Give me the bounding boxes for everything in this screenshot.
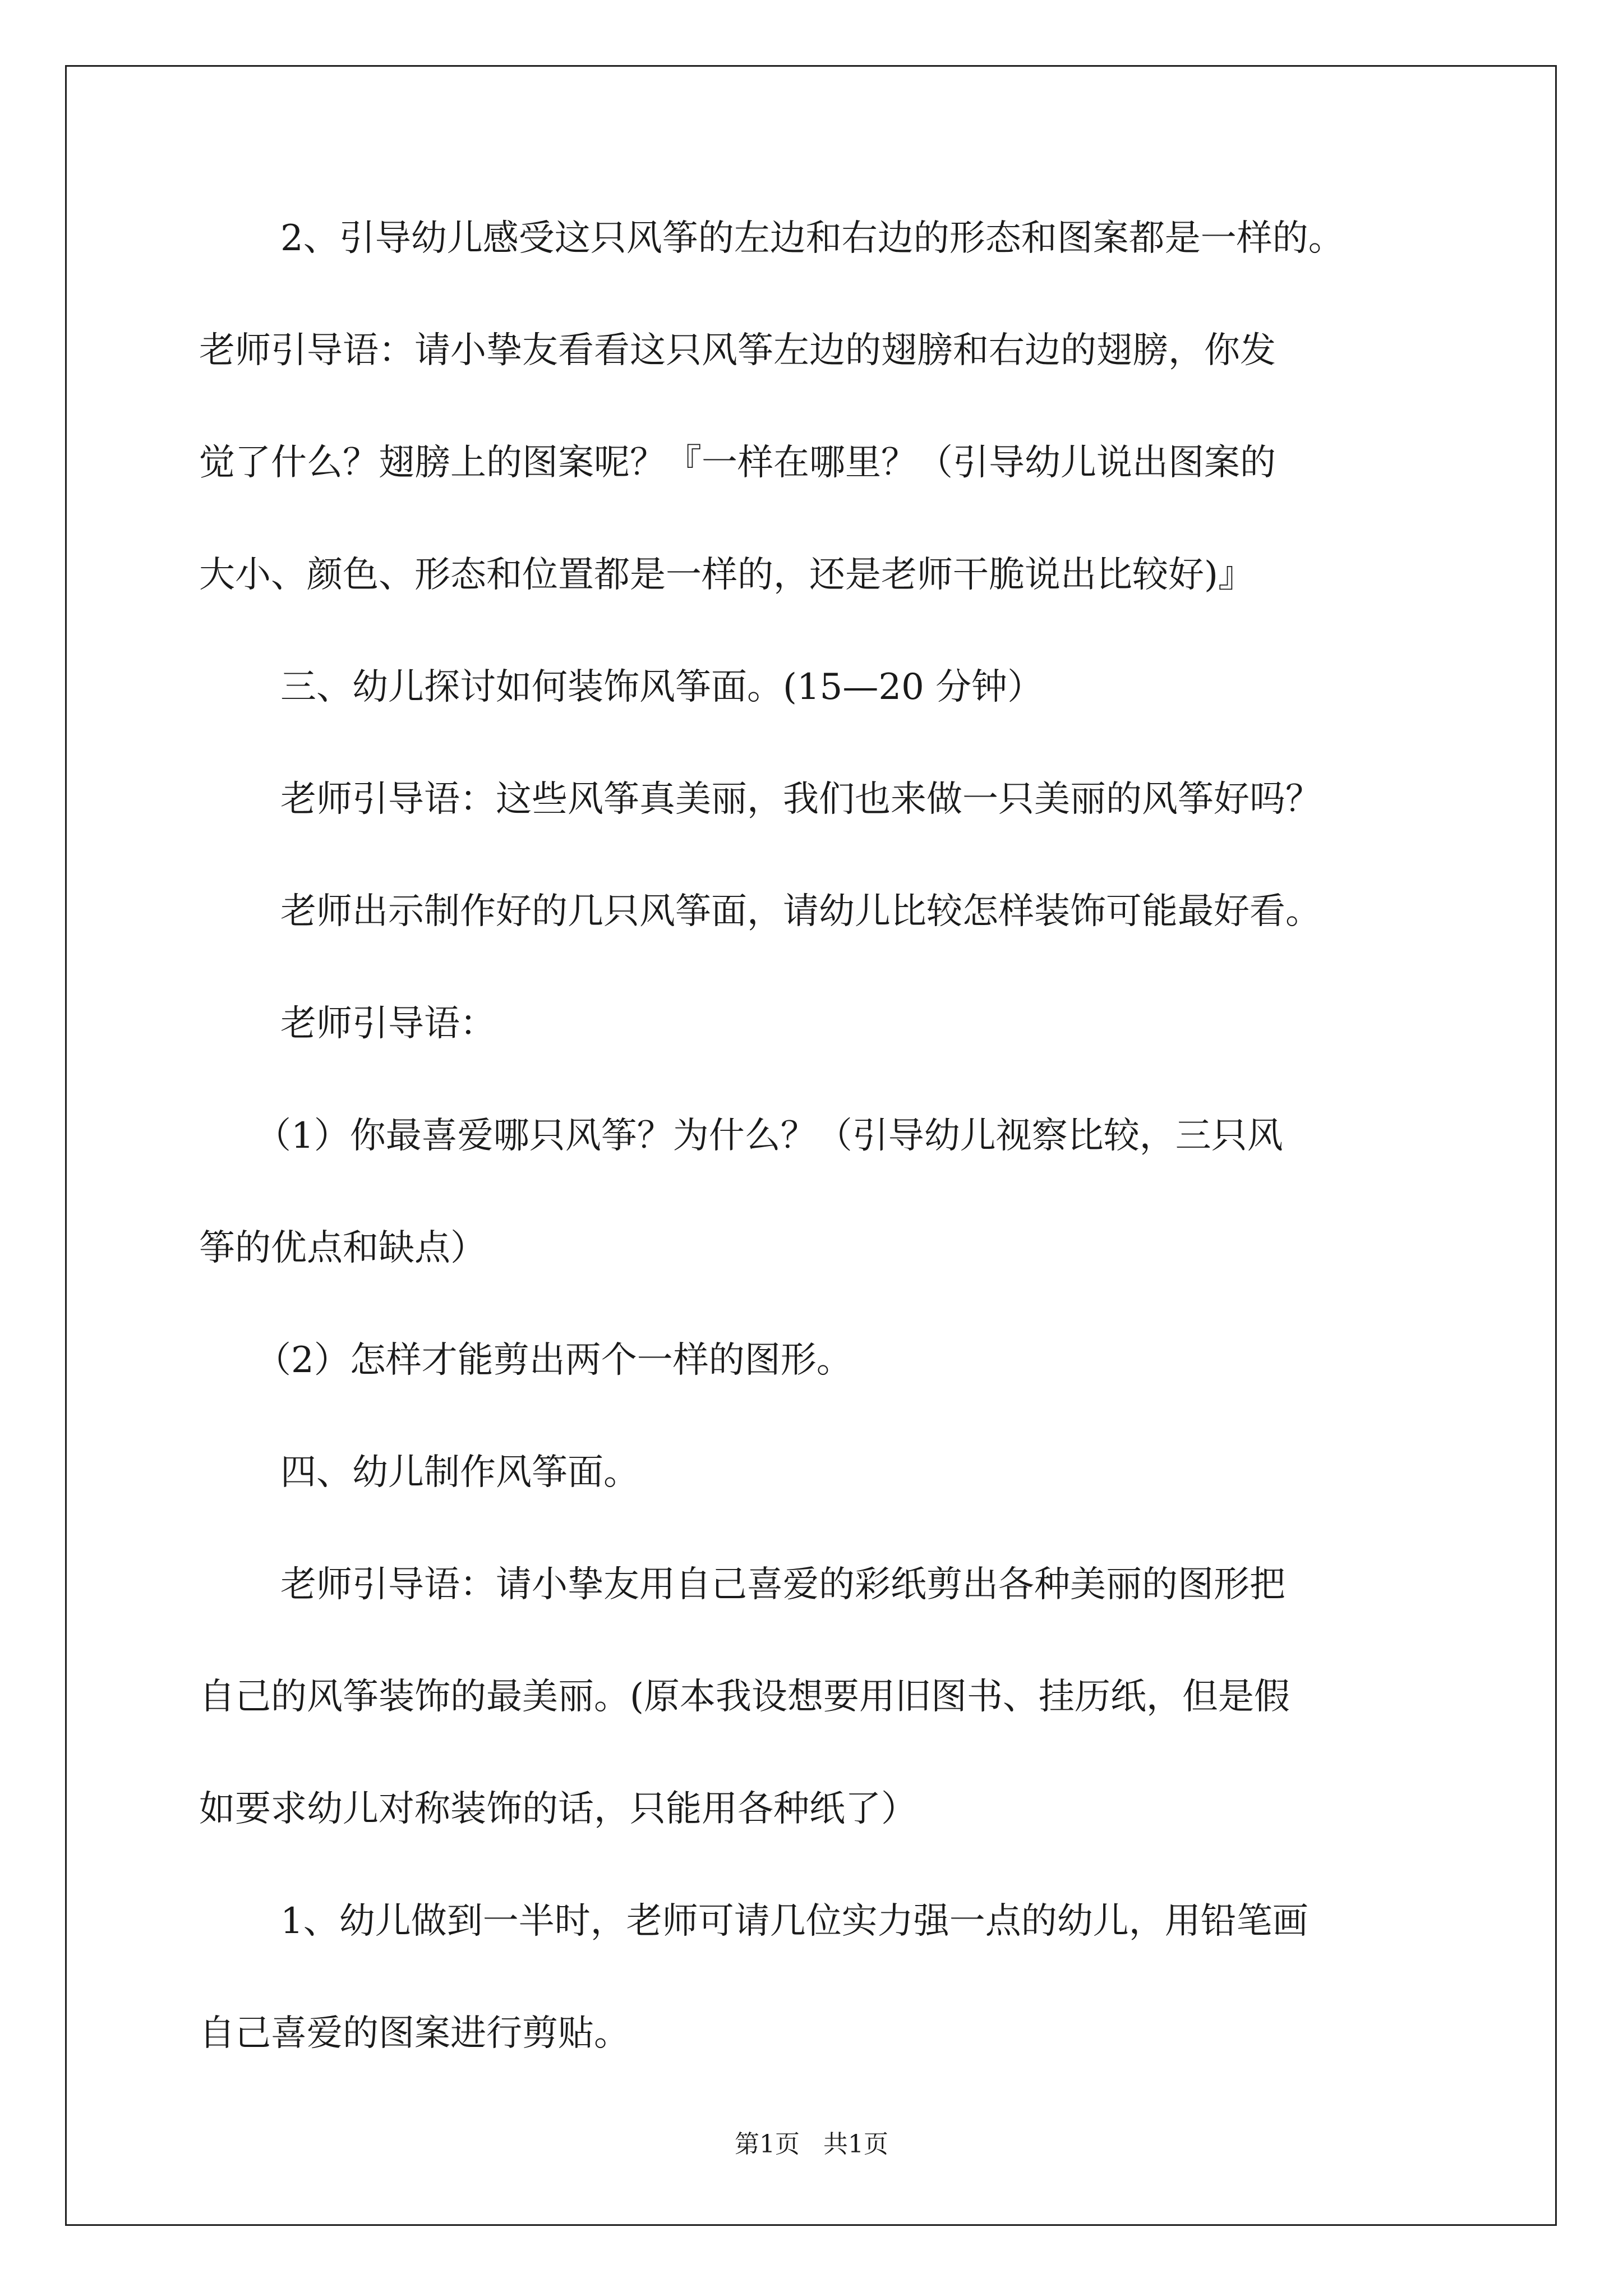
paragraph-line: 老师引导语：请小挚友用自己喜爱的彩纸剪出各种美丽的图形把 <box>280 1564 1285 1605</box>
paragraph-line: 三、幼儿探讨如何装饰风筝面。(15—20 分钟） <box>280 666 1044 708</box>
paragraph-line: （2）怎样才能剪出两个一样的图形。 <box>255 1340 852 1381</box>
paragraph-line: 1、幼儿做到一半时，老师可请几位实力强一点的幼儿，用铅笔画 <box>280 1901 1308 1942</box>
paragraph-line: 自己的风筝装饰的最美丽。(原本我设想要用旧图书、挂历纸，但是假 <box>199 1676 1290 1718</box>
paragraph-line: 大小、颜色、形态和位置都是一样的，还是老师干脆说出比较好)』 <box>199 554 1254 596</box>
paragraph-line: （1）你最喜爱哪只风筝？为什么？（引导幼儿视察比较，三只风 <box>255 1115 1283 1157</box>
paragraph-line: 老师引导语：这些风筝真美丽，我们也来做一只美丽的风筝好吗？ <box>280 779 1321 820</box>
paragraph-line: 老师引导语： <box>280 1003 496 1045</box>
paragraph-line: 觉了什么？翅膀上的图案呢？『一样在哪里？（引导幼儿说出图案的 <box>199 442 1276 484</box>
paragraph-line: 老师引导语：请小挚友看看这只风筝左边的翅膀和右边的翅膀，你发 <box>199 330 1276 371</box>
paragraph-line: 自己喜爱的图案进行剪贴。 <box>199 2013 630 2054</box>
paragraph-line: 如要求幼儿对称装饰的话，只能用各种纸了） <box>199 1788 917 1830</box>
paragraph-line: 筝的优点和缺点） <box>199 1227 486 1269</box>
page-number-footer: 第1页 共1页 <box>735 2130 888 2159</box>
paragraph-line: 老师出示制作好的几只风筝面，请幼儿比较怎样装饰可能最好看。 <box>280 891 1321 932</box>
paragraph-line: 四、幼儿制作风筝面。 <box>280 1452 639 1493</box>
paragraph-line: 2、引导幼儿感受这只风筝的左边和右边的形态和图案都是一样的。 <box>280 218 1344 259</box>
